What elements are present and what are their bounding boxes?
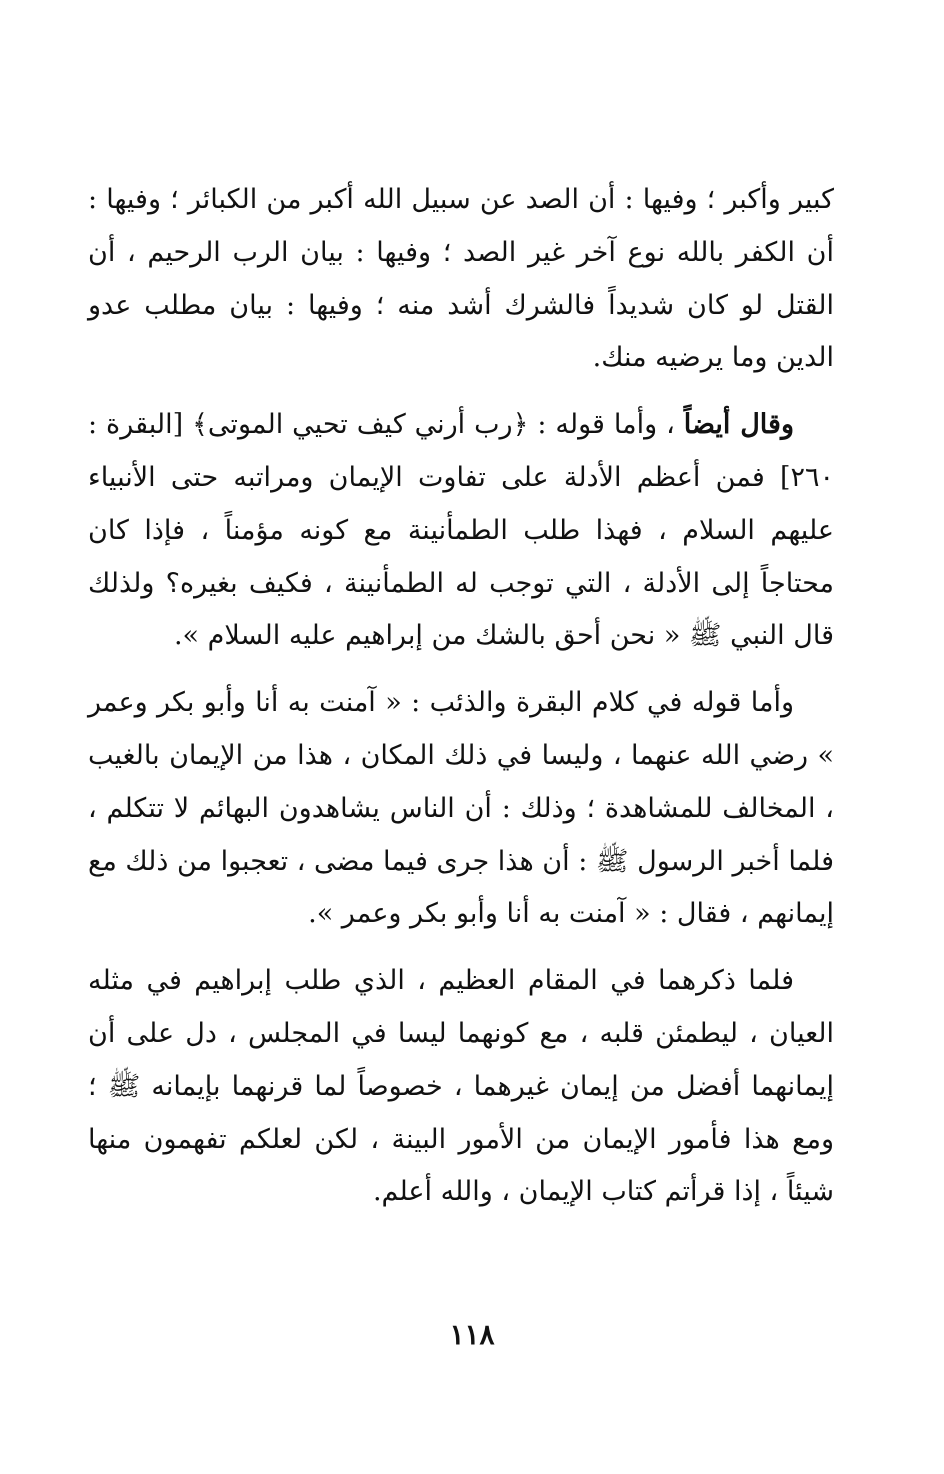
paragraph-4-text: فلما ذكرهما في المقام العظيم ، الذي طلب إبراهيم في مثله العيان ، ليطمئن قلبه ، مع كونهما ليسا في المجلس ، دل على أن إيمانهما أفضل من إيمان غيرهما ، خصوصاً لما قرنهما بإيمانه ﷺ ؛ ومع هذا فأمور الإيمان من الأمور البينة ، لكن لعلكم تفهمون منها شيئاً ، إذا قرأتم كتاب الإيمان ، والله أعلم.: [88, 965, 834, 1208]
paragraph-3: [88, 677, 834, 941]
paragraph-3-text: وأما قوله في كلام البقرة والذئب : « آمنت به أنا وأبو بكر وعمر » رضي الله عنهما ، وليسا في ذلك المكان ، هذا من الإيمان بالغيب ، المخالف للمشاهدة ؛ وذلك : أن الناس يشاهدون البهائم لا تتكلم ، فلما أخبر الرسول ﷺ : أن هذا جرى فيما مضى ، تعجبوا من ذلك مع إيمانهم ، فقال : « آمنت به أنا وأبو بكر وعمر ».: [88, 687, 834, 930]
paragraph-2-text: ، وأما قوله : ﴿رب أرني كيف تحيي الموتى﴾ [البقرة : ٢٦٠] فمن أعظم الأدلة على تفاوت الإيمان ومراتبه حتى الأنبياء عليهم السلام ، فهذا طلب الطمأنينة مع كونه مؤمناً ، فإذا كان محتاجاً إلى الأدلة ، التي توجب له الطمأنينة ، فكيف بغيره؟ ولذلك قال النبي ﷺ « نحن أحق بالشك من إبراهيم عليه السلام ».: [88, 409, 834, 652]
paragraph-1: [88, 174, 834, 385]
page-number: ١١٨: [449, 1318, 495, 1351]
paragraph-1-text: كبير وأكبر ؛ وفيها : أن الصد عن سبيل الله أكبر من الكبائر ؛ وفيها : أن الكفر بالله نوع آخر غير الصد ؛ وفيها : بيان الرب الرحيم ، أن القتل لو كان شديداً فالشرك أشد منه ؛ وفيها : بيان مطلب عدو الدين وما يرضيه منك.: [88, 184, 834, 374]
body-text: [88, 174, 834, 1233]
paragraph-4: [88, 955, 834, 1219]
paragraph-2: [88, 399, 834, 663]
paragraph-2-lead: وقال أيضاً: [683, 409, 794, 441]
